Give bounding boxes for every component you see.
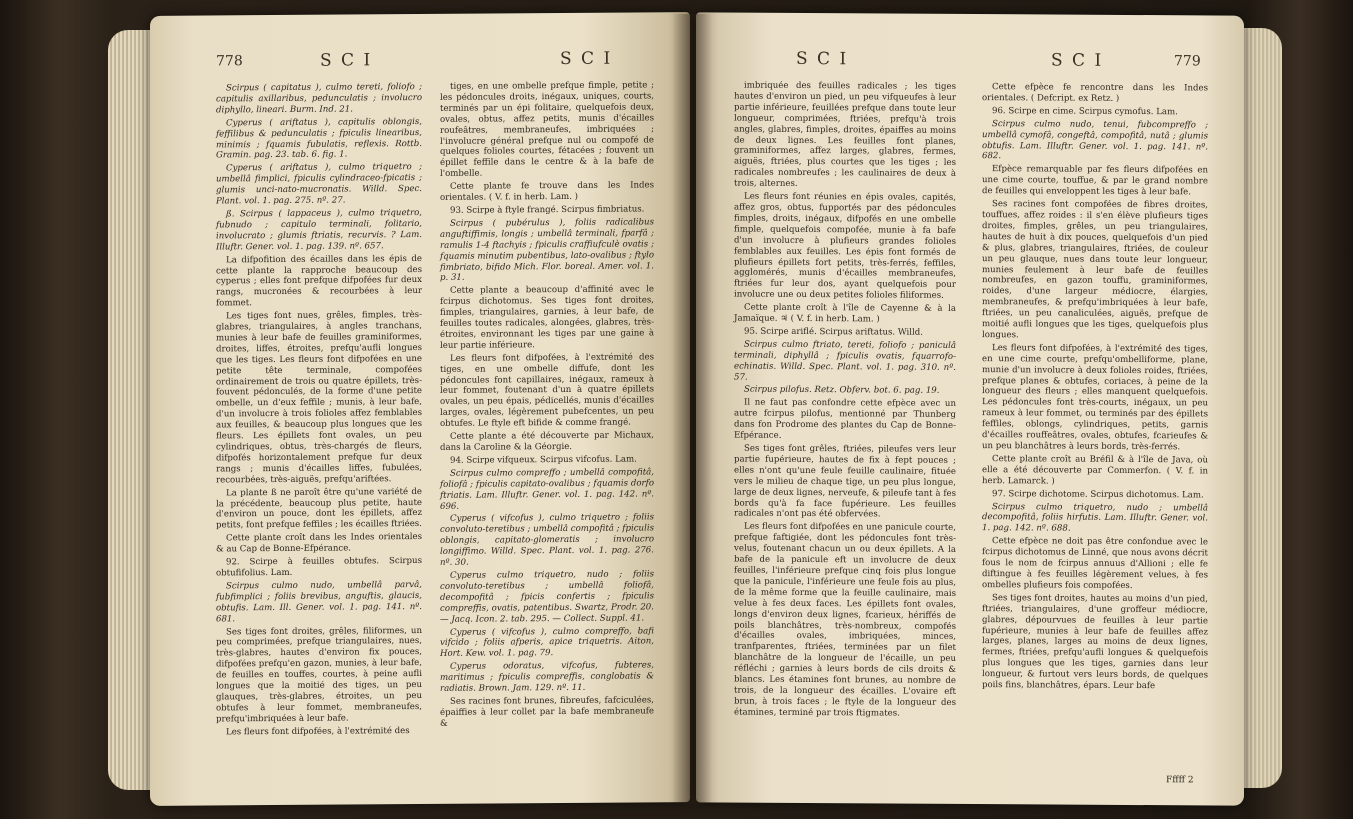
paragraph: Cette plante a beaucoup d'affinité avec le fcirpus dichotomus. Ses tiges font droites, fimples, triangulaires, garnies, à leur bafe, de feuilles toutes radicales, alongées, glabres, très-étroites, environnant les tiges par une gaine à leur partie inférieure. — [440, 284, 654, 351]
left-page-edges — [108, 30, 154, 790]
paragraph: Scirpus culmo ftriato, tereti, foliofo ; paniculâ terminali, diphyllâ ; fpiculis ovatis, fquarrofo-echinatis. Willd. Spec. Plant. vol. 1. pag. 310. nº. 57. — [734, 339, 956, 383]
entry-heading: 95. Scirpe ariflé. Scirpus ariftatus. Willd. — [744, 326, 924, 338]
paragraph: Ses tiges font droites, hautes au moins d'un pied, ftriées, triangulaires, d'une groffeur médiocre, glabres, dépourvues de feuilles à leur partie fupérieure, munies à leur bafe de feuilles affez larges, planes, larges au moins de deux lignes, fermes, ftriées, prefqu'aufli longues & quelquefois plus longues que les tiges, garnies dans leur longueur, & furtout vers leurs bords, de quelques poils fins, blanchâtres, épars. Leur bafe — [982, 592, 1208, 692]
page-number-left: 778 — [216, 53, 243, 70]
paragraph: Cyperus ( ariftatus ), culmo triquetro ; umbellâ fimplici, fpiculis cylindraceo-fpicatis ; glumis unci-nato-mucronatis. Willd. Spec. Plant. vol. 1. pag. 275. nº. 27. — [216, 162, 422, 207]
paragraph: Cyperus ( ariftatus ), capitulis oblongis, feffilibus & pedunculatis ; fpiculis linearibus, minimis ; fquamis fubulatis, reflexis. Rottb. Gramin. pag. 23. tab. 6. fig. 1. — [216, 116, 422, 161]
paragraph: Cyperus culmo triquetro, nudo ; foliis convoluto-teretibus ; umbellâ foliofâ, decompofitâ ; fpicis confertis ; fpiculis compreffis, ovatis, patentibus. Swartz, Prodr. 20. — Jacq. Icon. 2. tab. 295. — Collect. Suppl. 41. — [440, 569, 654, 625]
right-page-column-2 — [982, 82, 1208, 694]
paragraph: Cette efpèce ne doit pas être confondue avec le fcirpus dichotomus de Linné, que nous avons décrit fous le nom de fcirpus annuus d'Allioni ; elle fe diftingue à fes feuilles légèrement velues, à fes ombelles plufieurs fois compofées. — [982, 536, 1208, 591]
paragraph: Scirpus culmo compreffo ; umbellâ compofitâ, foliofâ ; fpiculis capitato-ovalibus ; fquamis dorfo ftriatis. Lam. Illuftr. Gener. vol. 1. pag. 142. nº. 696. — [440, 467, 654, 512]
paragraph: tiges, en une ombelle prefque fimple, petite ; les pédoncules droits, inégaux, uniques, courts, terminés par un épi folitaire, quelquefois deux, ovales, obtus, affez petits, munis d'écailles roufeâtres, membraneufes, imbriquées ; l'involucre général prefque nul ou compofé de quelques folioles courtes, fétacées ; fouvent un épillet feffile dans le centre & à la bafe de l'ombelle. — [440, 80, 654, 180]
paragraph: La plante ß ne paroît être qu'une variété de la précédente, beaucoup plus petite, haute d'environ un pouce, dont les épillets, affez petits, font prefque feffiles ; les écailles ftriées. — [216, 486, 422, 531]
paragraph: Les fleurs font difpofées, à l'extrémité des — [226, 725, 410, 738]
paragraph: Il ne faut pas confondre cette efpèce avec un autre fcirpus pilofus, mentionné par Thunberg dans fon Prodrome des plantes du Cap de Bonne-Efpérance. — [734, 397, 956, 441]
running-head-right-col2: S C I — [1051, 50, 1104, 71]
paragraph: Cette plante croît à l'île de Cayenne & à la Jamaïque. ♃ ( V. f. in herb. Lam. ) — [734, 302, 956, 325]
signature-mark: Fffff 2 — [1166, 775, 1194, 786]
paragraph: ß. Scirpus ( lappaceus ), culmo triquetro, fubnudo ; capitulo terminali, folitario, involucrato ; glumis ftriatis, recurvis. ? Lam. Illuftr. Gener. vol. 1. pag. 139. nº. 657. — [216, 207, 422, 253]
page-number-right: 779 — [1174, 53, 1201, 70]
paragraph: imbriquée des feuilles radicales ; les tiges hautes d'environ un pied, un peu vifqueufes à leur partie inférieure, feuillées prefque dans toute leur longueur, comprimées, ftriées, prefqu'à trois angles, glabres, fimples, droites, épaiffes au moins de deux lignes. Les feuilles font planes, graminiformes, affez larges, glabres, fermes, aiguës, ftriées, plus courtes que les tiges ; les radicales nombreufes ; les caulinaires de deux à trois, alternes. — [734, 80, 956, 190]
right-page-edges — [1240, 28, 1282, 788]
paragraph: Les fleurs font difpofées en une panicule courte, prefque faftigiée, dont les pédoncules font très-velus, foutenant chacun un ou deux épillets. A la bafe de la panicule eft un involucre de deux feuilles, l'inférieure prefque cinq fois plus longue que la panicule, l'inférieure une feule fois au plus, de la même forme que la feuille caulinaire, mais velue à fes deux faces. Les épillets font ovales, longs d'environ deux lignes, fcarieux, hériffés de poils blanchâtres, très-nombreux, compofés d'écailles ovales, imbriquées, minces, tranfparentes, ftriées, terminées par un filet blanchâtre de la longueur de l'écaille, un peu réfléchi ; garnies à leurs bords de cils droits & blancs. Les étamines font brunes, au nombre de trois, de la longueur des écailles. L'ovaire eft brun, à trois faces ; le ftyle de la longueur des étamines, terminé par trois ftigmates. — [734, 521, 956, 719]
paragraph: Cette plante croît dans les Indes orientales & au Cap de Bonne-Efpérance. — [216, 532, 422, 555]
paragraph: Cette plante croît au Bréfil & à l'île de Java, où elle a été découverte par Commerfon. ( V. f. in herb. Lamarck. ) — [982, 454, 1208, 487]
running-head-left-col1: S C I — [320, 50, 373, 71]
left-page-column-1 — [216, 82, 422, 740]
right-page-column-1 — [734, 81, 956, 722]
paragraph: Les tiges font nues, grêles, fimples, très-glabres, triangulaires, à angles tranchans, munies à leur bafe de feuilles graminiformes, droites, liffes, étroites, prefqu'aufli longues que les tiges. Les fleurs font difpofées en une petite tête terminale, compofées ordinairement de trois ou quatre épillets, très-fouvent pédonculés, de la forme d'une petite ombelle, un d'eux feffile ; munis, à leur bafe, d'un involucre à trois folioles affez femblables aux feuilles, & beaucoup plus longues que les fleurs. Les épillets font ovales, un peu cylindriques, obtus, très-chargés de fleurs, difpofés horizontalement prefque fur deux rangs ; munis d'écailles liffes, fubulées, recourbées, très-aiguës, prefqu'ariftées. — [216, 310, 422, 486]
entry-heading: 97. Scirpe dichotome. Scirpus dichotomus. Lam. — [992, 488, 1204, 501]
entry-heading: 92. Scirpe à feuilles obtufes. Scirpus obtufifolius. Lam. — [216, 556, 422, 579]
paragraph: Scirpus culmo nudo, umbellâ parvâ, fubfimplici ; foliis brevibus, anguftis, glaucis, obtufis. Lam. Ill. Gener. vol. 1. pag. 141. nº. 681. — [216, 579, 422, 625]
spine-gutter-shadow — [672, 14, 712, 804]
paragraph: Scirpus culmo triquetro, nudo ; umbellâ decompofitâ, foliis hirfutis. Lam. Illuftr. Gener. vol. 1. pag. 142. nº. 688. — [982, 501, 1208, 534]
paragraph: Ses tiges font grêles, ftriées, pileufes vers leur partie fupérieure, hautes de fix à fept pouces ; elles n'ont qu'une feule feuille caulinaire, fituée vers le milieu de chaque tige, un peu plus longue, large de deux lignes, nerveufe, & pileufe tant à fes bords qu'à fa face fupérieure. Les feuilles radicales n'ont pas été obfervées. — [734, 443, 956, 520]
paragraph: Cyperus odoratus, vifcofus, fubteres, maritimus ; fpiculis compreffis, conglobatis & radiatis. Brown. Jam. 129. nº. 11. — [440, 660, 654, 694]
paragraph: Les fleurs font difpofées, à l'extrémité des tiges, en une ombelle diffufe, dont les pédoncules font capillaires, inégaux, rameux à leur fommet, foutenant d'un à quatre épillets ovales, un peu épais, pédicellés, munis d'écailles larges, ovales, légèrement pubefcentes, un peu obtufes. Le ftyle eft bifide & comme frangé. — [440, 352, 654, 430]
paragraph: La difpofition des écailles dans les épis de cette plante la rapproche beaucoup des cyperus ; elles font prefque difpofées fur deux rangs, mucronées & recourbées à leur fommet. — [216, 253, 422, 309]
paragraph: Cette plante a été découverte par Michaux, dans la Caroline & la Géorgie. — [440, 430, 654, 453]
paragraph: Scirpus ( capitatus ), culmo tereti, foliofo ; capitulis axillaribus, pedunculatis ; involucro diphyllo, lineari. Burm. Ind. 21. — [216, 81, 422, 116]
paragraph: Scirpus ( pubérulus ), foliis radicalibus anguftiffimis, longis ; umbellâ terminali, fparfâ ; ramulis 1-4 ftachyis ; fpiculis craffiufculè ovatis ; fquamis minutim pubentibus, lato-ovalibus ; ftylo fimbriato, bifido Mich. Flor. boreal. Amer. vol. 1. p. 31. — [440, 217, 654, 284]
left-page-column-2 — [440, 80, 654, 731]
paragraph: Les fleurs font réunies en épis ovales, capités, affez gros, obtus, fupportés par des pédoncules fimples, droits, inégaux, difpofés en une ombelle fimple, quelquefois compofée, munie à fa bafe d'un involucre à plufieurs grandes folioles femblables aux feuilles. Les épis font formés de plufieurs épillets fort petits, très-ferrés, feffiles, agglomérés, munis d'écailles membraneufes, ftriées fur leur dos, ayant quelquefois pour involucre une ou deux petites folioles filiformes. — [734, 191, 956, 302]
paragraph: Cette efpèce fe rencontre dans les Indes orientales. ( Defcript. ex Retz. ) — [982, 82, 1208, 104]
paragraph: Ses racines font brunes, fibreufes, fafciculées, épaiffies à leur collet par la bafe membraneufe & — [440, 695, 654, 729]
entry-heading: 96. Scirpe en cime. Scirpus cymofus. Lam. — [992, 105, 1178, 118]
entry-heading: 94. Scirpe vifqueux. Scirpus vifcofus. Lam. — [450, 454, 637, 466]
paragraph: Scirpus culmo nudo, tenui, fubcompreffo ; umbellâ cymofâ, congeftâ, compofitâ, nutâ ; glumis obtufis. Lam. Illuftr. Gener. vol. 1. pag. 141. nº. 682. — [982, 118, 1208, 162]
paragraph: Cyperus ( vifcofus ), culmo compreffo, bafi vifcido ; foliis afperis, apice triquetris. Aiton, Hort. Kew. vol. 1. pag. 79. — [440, 625, 654, 660]
running-head-right-col1: S C I — [796, 48, 849, 70]
paragraph: Les fleurs font difpofées, à l'extrémité des tiges, en une cime courte, prefqu'ombelliforme, plane, munie d'un involucre à deux folioles roides, ftriées, prefque planes & obtufes, coriaces, à peine de la longueur des fleurs ; elles manquent quelquefois. Les pédoncules font très-courts, inégaux, un peu rameux à leur fommet, ou terminés par des épillets feffiles, oblongs, cylindriques, petits, garnis d'écailles rouffeâtres, ovales, obtufes, fcarieufes & un peu blanchâtres à leurs bords, très-ferrés. — [982, 342, 1208, 453]
right-page — [696, 12, 1244, 805]
paragraph: Cette plante fe trouve dans les Indes orientales. ( V. f. in herb. Lam. ) — [440, 180, 654, 203]
paragraph: Ses tiges font droites, grêles, filiformes, un peu comprimées, prefque triangulaires, nues, très-glabres, hautes d'environ fix pouces, difpofées prefqu'en gazon, munies, à leur bafe, de feuilles en touffes, courtes, à peine aufli longues que la moitié des tiges, un peu glauques, très-glabres, étroites, un peu obtufes à leur fommet, membraneufes, prefqu'imbriquées à leur bafe. — [216, 625, 422, 725]
paragraph: Scirpus pilofus. Retz. Obferv. bot. 6. pag. 19. — [744, 385, 940, 397]
paragraph: Ses racines font compofées de fibres droites, touffues, affez roides : il s'en élève plufieurs tiges droites, fimples, grêles, un peu triangulaires, hautes de huit à dix pouces, quelquefois d'un pied & plus, glabres, triangulaires, ftriées, de couleur un peu glauque, nues dans toute leur longueur, munies feulement à leur bafe de feuilles nombreufes, en gazon touffu, graminiformes, roides, d'une largeur médiocre, élargies, membraneufes, & prefqu'imbriquées à leur bafe, ftriées, un peu canaliculées, aiguës, prefque de moitié aufli longues que les tiges, quelquefois plus longues. — [982, 199, 1208, 341]
left-page — [150, 12, 690, 806]
running-head-left-col2: S C I — [560, 48, 613, 70]
paragraph: Efpèce remarquable par fes fleurs difpofées en une cime courte, touffue, & par le grand nombre de feuilles qui enveloppent les tiges à leur bafe. — [982, 164, 1208, 198]
entry-heading: 93. Scirpe à ftyle frangé. Scirpus fimbriatus. — [450, 204, 645, 216]
paragraph: Cyperus ( vifcofus ), culmo triquetro ; foliis convoluto-teretibus ; umbellâ compofitâ ; fpiculis oblongis, capitato-glomeratis ; involucro longiffimo. Willd. Spec. Plant. vol. 1. pag. 276. nº. 30. — [440, 512, 654, 568]
